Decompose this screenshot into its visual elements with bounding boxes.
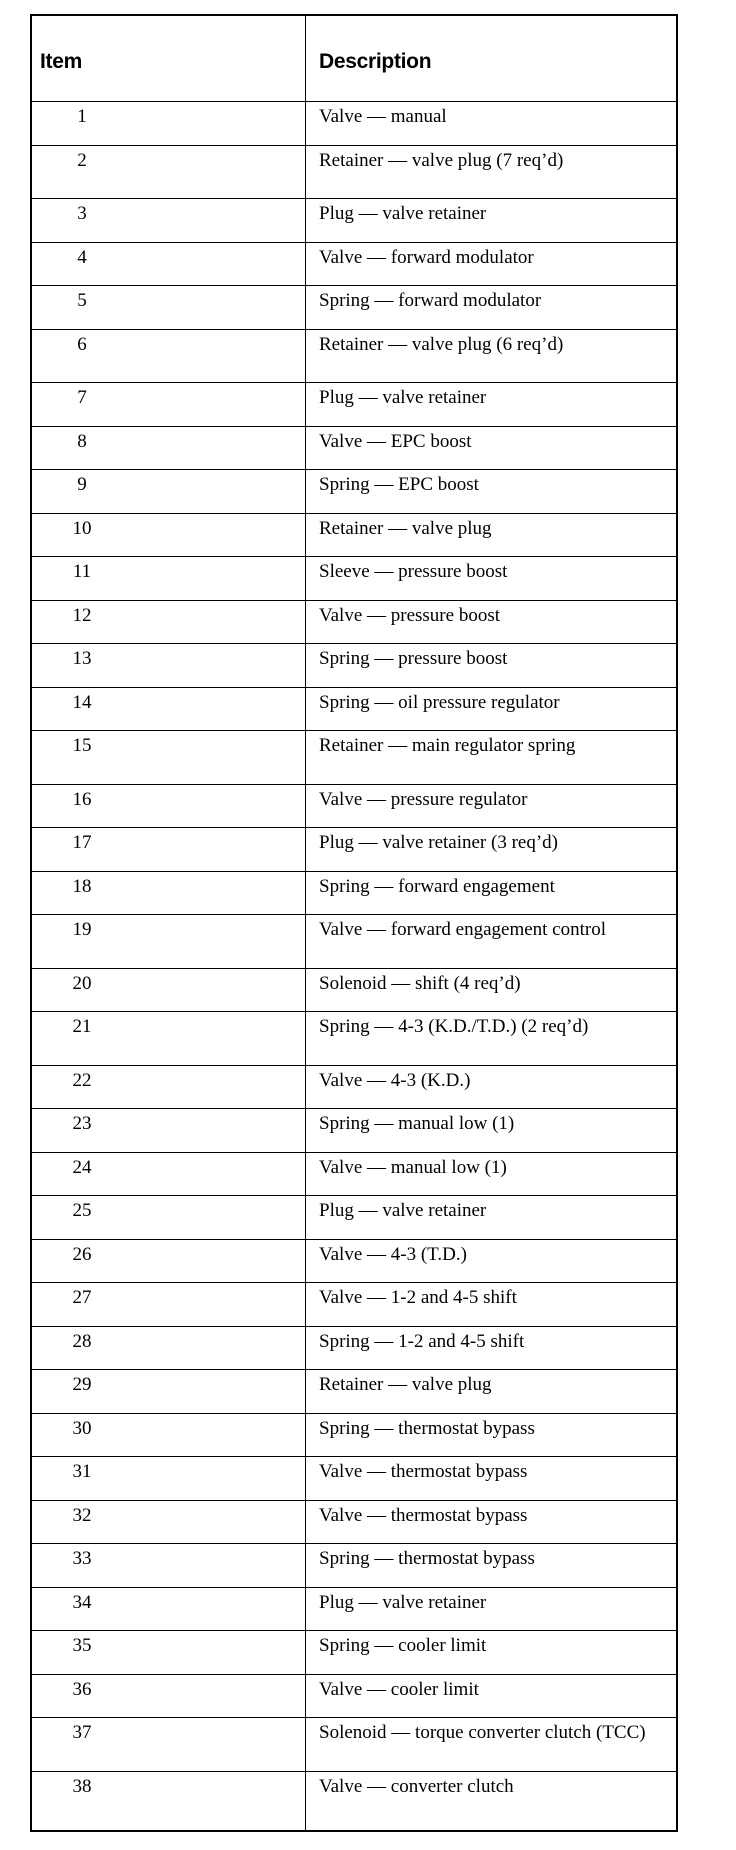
item-description: Spring — 1-2 and 4-5 shift <box>319 1330 525 1352</box>
item-description: Plug — valve retainer <box>319 387 487 408</box>
item-description: Valve — 1-2 and 4-5 shift <box>319 1287 517 1308</box>
item-number: 37 <box>72 1722 92 1743</box>
item-number: 13 <box>72 648 92 669</box>
item-description: Valve — thermostat bypass <box>319 1504 528 1526</box>
item-description: Sleeve — pressure boost <box>319 561 508 582</box>
item-number: 15 <box>72 735 92 756</box>
item-number: 27 <box>72 1287 92 1308</box>
item-number: 21 <box>72 1016 92 1037</box>
item-number: 33 <box>72 1548 92 1569</box>
item-number: 2 <box>77 149 87 171</box>
table-row <box>32 872 676 916</box>
item-description: Retainer — main regulator spring <box>319 735 576 756</box>
table-row <box>32 731 676 785</box>
item-number: 1 <box>77 106 87 127</box>
table-row <box>32 828 676 872</box>
column-divider <box>305 16 306 1830</box>
item-number: 11 <box>72 561 92 582</box>
item-description: Valve — 4-3 (T.D.) <box>319 1243 467 1265</box>
item-description: Plug — valve retainer <box>319 1591 487 1613</box>
table-row <box>32 199 676 243</box>
table-row <box>32 1109 676 1153</box>
item-description: Spring — forward modulator <box>319 290 542 311</box>
item-description: Valve — 4-3 (K.D.) <box>319 1069 471 1091</box>
item-description: Valve — forward modulator <box>319 246 534 268</box>
table-row <box>32 514 676 558</box>
item-number: 23 <box>72 1113 92 1134</box>
item-description: Plug — valve retainer (3 req’d) <box>319 832 558 853</box>
table-row <box>32 427 676 471</box>
table-row <box>32 1370 676 1414</box>
item-number: 7 <box>77 387 87 408</box>
table-row <box>32 1283 676 1327</box>
item-number: 16 <box>72 788 92 810</box>
item-description: Solenoid — shift (4 req’d) <box>319 972 521 994</box>
item-description: Retainer — valve plug (7 req’d) <box>319 149 564 171</box>
table-row <box>32 601 676 645</box>
table-row <box>32 1772 676 1816</box>
item-description: Valve — thermostat bypass <box>319 1461 528 1482</box>
item-description: Spring — manual low (1) <box>319 1113 515 1134</box>
item-number: 26 <box>72 1243 92 1265</box>
table-row <box>32 1414 676 1458</box>
table-row <box>32 688 676 732</box>
table-row <box>32 470 676 514</box>
table-row <box>32 1501 676 1545</box>
item-description: Spring — EPC boost <box>319 474 479 495</box>
item-description: Spring — thermostat bypass <box>319 1417 535 1439</box>
item-description: Spring — thermostat bypass <box>319 1548 535 1569</box>
table-row <box>32 1240 676 1284</box>
table-row <box>32 383 676 427</box>
table-row <box>32 1012 676 1066</box>
table-row <box>32 969 676 1013</box>
item-number: 19 <box>72 919 92 940</box>
item-number: 6 <box>77 333 87 355</box>
table-row <box>32 915 676 969</box>
item-number: 35 <box>72 1635 92 1656</box>
item-description: Valve — cooler limit <box>319 1678 479 1700</box>
table-row <box>32 785 676 829</box>
header-item: Item <box>40 50 82 73</box>
item-description: Valve — pressure boost <box>319 604 500 626</box>
item-number: 28 <box>72 1330 92 1352</box>
item-number: 24 <box>72 1156 92 1178</box>
item-description: Spring — 4-3 (K.D./T.D.) (2 req’d) <box>319 1016 589 1037</box>
table-row <box>32 1588 676 1632</box>
item-description: Spring — oil pressure regulator <box>319 691 560 713</box>
table-row <box>32 1196 676 1240</box>
item-number: 25 <box>72 1200 92 1221</box>
item-description: Valve — forward engagement control <box>319 919 607 940</box>
item-number: 8 <box>77 430 87 452</box>
table-row <box>32 1675 676 1719</box>
item-number: 29 <box>72 1374 92 1395</box>
item-description: Retainer — valve plug <box>319 1374 492 1395</box>
table-row <box>32 146 676 200</box>
table-row <box>32 330 676 384</box>
item-number: 22 <box>72 1069 92 1091</box>
table-row <box>32 1718 676 1772</box>
item-number: 34 <box>72 1591 92 1613</box>
item-description: Valve — pressure regulator <box>319 788 528 810</box>
item-number: 20 <box>72 972 92 994</box>
table-row <box>32 644 676 688</box>
item-number: 36 <box>72 1678 92 1700</box>
item-description: Valve — EPC boost <box>319 430 472 452</box>
parts-table <box>30 14 678 1832</box>
item-description: Spring — cooler limit <box>319 1635 487 1656</box>
table-row <box>32 1327 676 1371</box>
item-number: 18 <box>72 875 92 897</box>
item-number: 31 <box>72 1461 92 1482</box>
table-row <box>32 1544 676 1588</box>
item-description: Plug — valve retainer <box>319 203 487 224</box>
header-description: Description <box>319 50 432 73</box>
table-row <box>32 102 676 146</box>
table-row <box>32 1631 676 1675</box>
item-number: 14 <box>72 691 92 713</box>
item-description: Spring — pressure boost <box>319 648 508 669</box>
item-description: Spring — forward engagement <box>319 875 555 897</box>
item-number: 4 <box>77 246 87 268</box>
table-row <box>32 1457 676 1501</box>
item-number: 12 <box>72 604 92 626</box>
item-number: 30 <box>72 1417 92 1439</box>
item-number: 5 <box>77 290 87 311</box>
item-number: 17 <box>72 832 92 853</box>
item-description: Plug — valve retainer <box>319 1200 487 1221</box>
table-row <box>32 286 676 330</box>
table-row <box>32 1066 676 1110</box>
item-number: 32 <box>72 1504 92 1526</box>
item-description: Retainer — valve plug <box>319 517 492 539</box>
table-row <box>32 243 676 287</box>
item-description: Valve — converter clutch <box>319 1775 514 1797</box>
item-description: Valve — manual <box>319 106 447 127</box>
table-row <box>32 1153 676 1197</box>
item-number: 38 <box>72 1775 92 1797</box>
item-description: Retainer — valve plug (6 req’d) <box>319 333 564 355</box>
item-number: 3 <box>77 203 87 224</box>
table-header <box>32 16 676 102</box>
item-description: Valve — manual low (1) <box>319 1156 507 1178</box>
item-number: 10 <box>72 517 92 539</box>
item-description: Solenoid — torque converter clutch (TCC) <box>319 1722 646 1743</box>
item-number: 9 <box>77 474 87 495</box>
table-row <box>32 557 676 601</box>
